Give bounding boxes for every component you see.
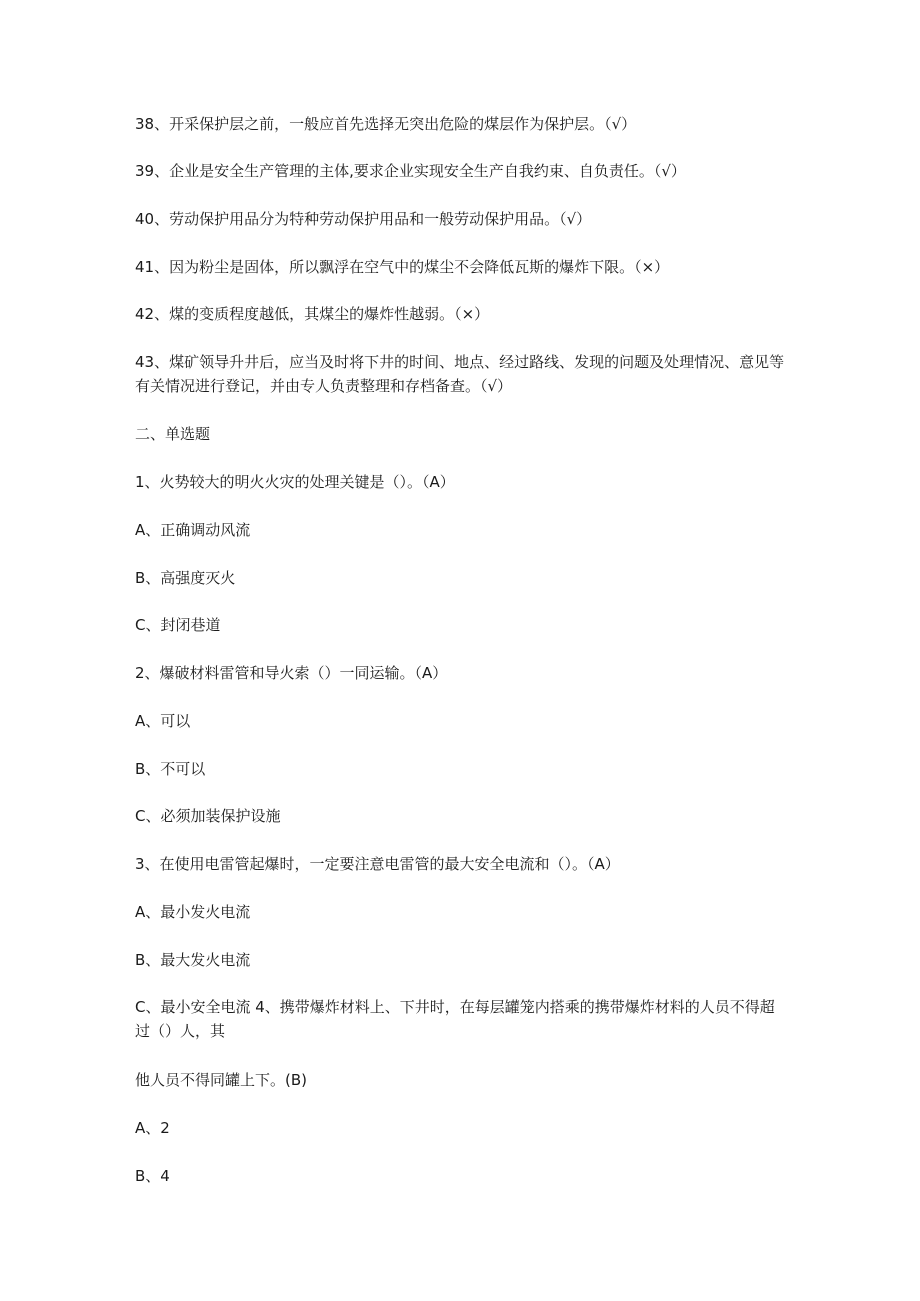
question-41: 41、因为粉尘是固体，所以飘浮在空气中的煤尘不会降低瓦斯的爆炸下限。（×）	[135, 258, 670, 276]
option-4b: B、4	[135, 1167, 170, 1185]
question-1: 1、火势较大的明火火灾的处理关键是（）。（A）	[135, 473, 455, 491]
option-1a: A、正确调动风流	[135, 521, 251, 539]
question-3: 3、在使用电雷管起爆时，一定要注意电雷管的最大安全电流和（）。（A）	[135, 855, 620, 873]
option-3b: B、最大发火电流	[135, 951, 251, 969]
option-2c: C、必须加装保护设施	[135, 807, 281, 825]
question-38: 38、开采保护层之前，一般应首先选择无突出危险的煤层作为保护层。（√）	[135, 115, 637, 133]
question-42: 42、煤的变质程度越低，其煤尘的爆炸性越弱。（×）	[135, 305, 490, 323]
option-1c: C、封闭巷道	[135, 616, 221, 634]
option-3c-question-4: C、最小安全电流 4、携带爆炸材料上、下井时，在每层罐笼内搭乘的携带爆炸材料的人员不得超过（）人，其	[135, 998, 775, 1040]
option-3a: A、最小发火电流	[135, 903, 251, 921]
question-2: 2、爆破材料雷管和导火索（）一同运输。（A）	[135, 664, 448, 682]
option-2a: A、可以	[135, 712, 191, 730]
section-heading-single-choice: 二、单选题	[135, 425, 211, 443]
question-43: 43、煤矿领导升井后，应当及时将下井的时间、地点、经过路线、发现的问题及处理情况、意见等有关情况进行登记，并由专人负责整理和存档备查。（√）	[135, 353, 785, 395]
option-4a: A、2	[135, 1119, 170, 1137]
option-2b: B、不可以	[135, 760, 206, 778]
option-1b: B、高强度灭火	[135, 569, 236, 587]
question-40: 40、劳动保护用品分为特种劳动保护用品和一般劳动保护用品。（√）	[135, 210, 592, 228]
question-4-continued: 他人员不得同罐上下。(B)	[135, 1071, 307, 1089]
question-39: 39、企业是安全生产管理的主体,要求企业实现安全生产自我约束、自负责任。（√）	[135, 162, 686, 180]
